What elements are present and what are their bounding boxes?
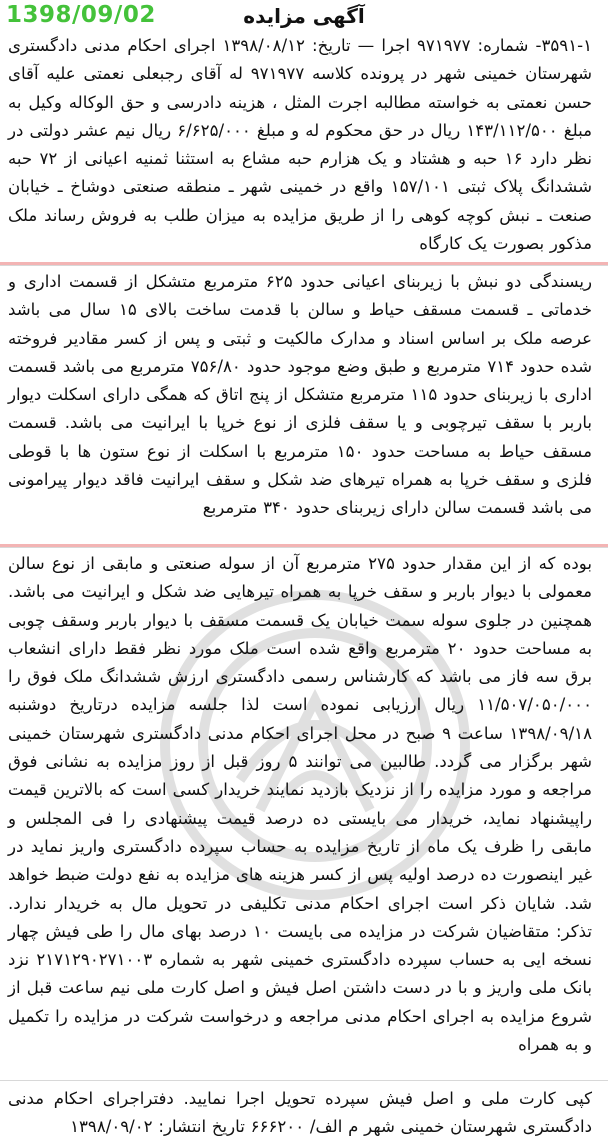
column-break-line (0, 265, 608, 266)
date-stamp: 1398/09/02 (6, 2, 156, 28)
column-break-line (0, 1080, 608, 1081)
notice-paragraph-2: ریسندگی دو نبش با زیربنای اعیانی حدود ۶۲۵ مترمربع متشکل از قسمت اداری و خدماتی ـ قسمت مسقف حیاط و سالن با قدمت ساخت بالای ۱۵ سال می باشد عرصه ملک بر اساس اسناد و مدارک مالکیت و ثبتی و پس از کسر مقادیر فروخته شده حدود ۷۱۴ مترمربع و طبق وضع موجود حدود ۷۵۶/۸۰ مترمربع می باشد قسمت اداری با زیربنای حدود ۱۱۵ مترمربع متشکل از پنج اتاق که همگی دارای اسکلت دیوار باربر با سقف تیرچوبی و یا سقف فلزی از نوع خرپا با ایرانیت می باشد. قسمت مسقف حیاط به مساحت حدود ۱۵۰ مترمربع با اسکلت از نوع ستون ها با قوطی فلزی و سقف خرپا به همراه تیرهای ضد شکل و سقف ایرانیت فاقد دیوار پیرامونی می باشد قسمت سالن دارای زیربنای حدود ۳۴۰ مترمربع (8, 272, 593, 518)
column-break-line (0, 547, 608, 548)
notice-paragraph-4: کپی کارت ملی و اصل فیش سپرده تحویل اجرا نمایید. دفتراجرای احکام مدنی دادگستری شهرستان خمینی شهر م الف/ ۶۶۶۲۰۰ تاریخ انتشار: ۱۳۹۸/۰۹/۰۲ (8, 1089, 592, 1137)
notice-paragraph-3: بوده که از این مقدار حدود ۲۷۵ مترمربع آن از سوله صنعتی و مابقی از نوع سالن معمولی با دیوار باربر و سقف خرپا به همراه تیرهایی ضد شکل و ایرانیت می باشد. همچنین در جلوی سوله سمت خیابان یک قسمت مسقف با دیوار باربر وسقف چوبی به مساحت حدود ۲۰ مترمربع واقع شده است ملک مورد نظر فقط دارای انشعاب برق سه فاز می باشد که کارشناس رسمی دادگستری ارزش ششدانگ ملک فوق را ۱۱/۵۰۷/۰۵۰/۰۰۰ ریال ارزیابی نموده است لذا جلسه مزایده درتاریخ دوشنبه ۱۳۹۸/۰۹/۱۸ ساعت ۹ صبح در محل اجرای احکام مدنی دادگستری شهرستان خمینی شهر برگزار می گردد. طالبین می توانند ۵ روز قبل از روز مزایده به نشانی فوق مراجعه و مورد مزایده را از نزدیک بازدید نمایند خریدار کسی است که بالاترین قیمت راپیشنهاد نماید، خریدار می بایستی ده درصد قیمت پیشنهادی را فی المجلس و مابقی را ظرف یک ماه از تاریخ مزایده به حساب سپرده دادگستری واریز نماید در غیر اینصورت ده درصد اولیه پس از کسر هزینه های مزایده به نفع دولت ضبط خواهد شد. شایان ذکر است اجرای احکام مدنی تکلیفی در تحویل مال به خریدار ندارد. تذکر: متقاضیان شرکت در مزایده می بایست ۱۰ درصد بهای مال را طی فیش چهار نسخه ایی به حساب سپرده دادگستری خمینی شهر به شماره ۲۱۷۱۲۹۰۲۷۱۰۰۳ نزد بانک ملی واریز و با در دست داشتن اصل فیش و اصل کارت ملی نیم ساعت قبل از شروع مزایده به اجرای احکام مدنی مراجعه و درخواست شرکت در مزایده را تکمیل و به همراه (8, 554, 593, 1055)
page-title: آگهی مزایده (243, 4, 365, 28)
notice-paragraph-1: ۳۵۹۱-۱- شماره: ۹۷۱۹۷۷ اجرا — تاریخ: ۱۳۹۸/۰۸/۱۲ اجرای احکام مدنی دادگستری شهرستان خمینی شهر در پرونده کلاسه ۹۷۱۹۷۷ له آقای رجبعلی نعمتی علیه آقای حسن نعمتی به خواسته مطالبه اجرت المثل ، هزینه دادرسی و حق الوکاله وکیل به مبلغ ۱۴۳/۱۱۲/۵۰۰ ریال در حق محکوم له و مبلغ ۶/۶۲۵/۰۰۰ ریال نیم عشر دولتی در نظر دارد ۱۶ حبه و هشتاد و یک هزارم حبه مشاع به استثنا ثمنیه اعیانی از ۷۲ حبه ششدانگ پلاک ثبتی ۱۵۷/۱۰۱ واقع در خمینی شهر ـ منطقه صنعتی دوشاخ ـ خیابان صنعت ـ نبش کوچه کوهی را از طریق مزایده به میزان طلب به فروش رساند ملک مذکور بصورت یک کارگاه (8, 36, 593, 254)
